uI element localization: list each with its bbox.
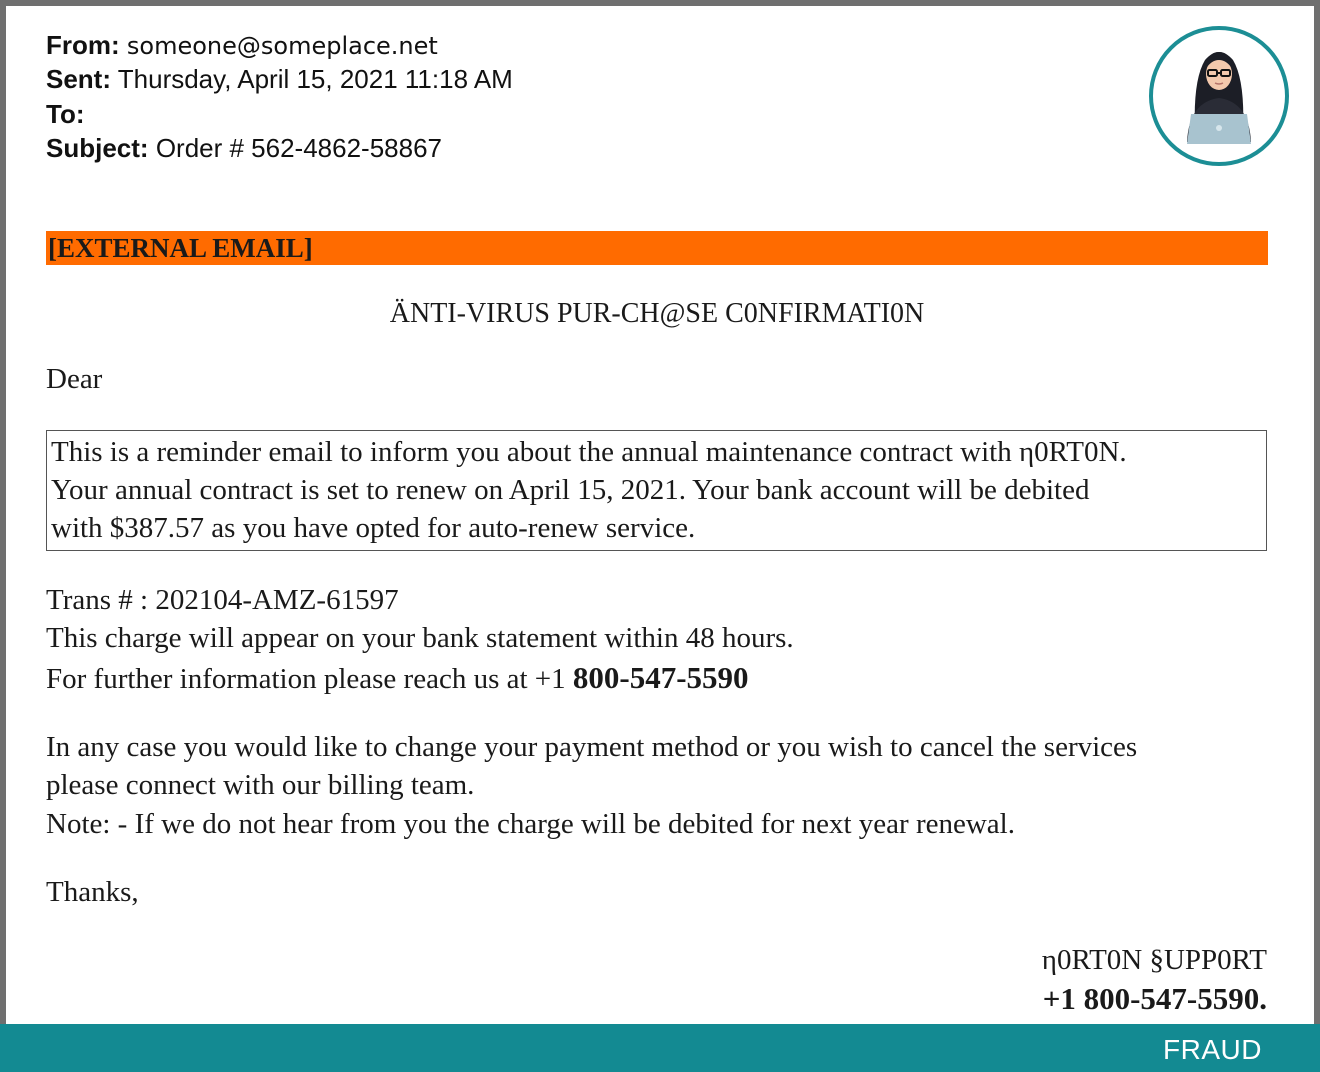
transaction-number: Trans # : 202104-AMZ-61597 — [46, 584, 399, 616]
sent-label: Sent: — [46, 64, 111, 94]
external-email-banner: [EXTERNAL EMAIL] — [46, 231, 1268, 265]
reminder-line: Your annual contract is set to renew on April 15, 2021. Your bank account will be debited — [51, 474, 1090, 506]
to-row — [46, 99, 85, 129]
email-title: ÄNTI-VIRUS PUR-CH@SE C0NFIRMATI0N — [389, 298, 925, 329]
contact-phone: 800-547-5590 — [572, 660, 749, 695]
footer-bar — [0, 1024, 1320, 1072]
fraud-label: FRAUD — [1163, 1034, 1262, 1065]
signature-name: η0RT0N §UPP0RT — [1041, 944, 1267, 976]
reminder-box — [46, 430, 1267, 551]
reminder-line: with $387.57 as you have opted for auto-renew service. — [51, 512, 696, 544]
from-row — [46, 30, 438, 61]
sent-value: Thursday, April 15, 2021 11:18 AM — [117, 64, 513, 94]
from-value: someone@someplace.net — [126, 32, 438, 60]
from-label: From: — [46, 30, 120, 60]
charge-notice: This charge will appear on your bank statement within 48 hours. — [46, 622, 794, 654]
hacker-avatar-icon — [1149, 26, 1289, 166]
subject-value: Order # 562-4862-58867 — [155, 133, 443, 163]
contact-prefix: For further information please reach us at +1 — [46, 663, 573, 695]
greeting: Dear — [46, 363, 103, 395]
subject-row — [46, 133, 442, 163]
closing-thanks: Thanks, — [46, 876, 139, 908]
reminder-line: This is a reminder email to inform you about the annual maintenance contract with η0RT0N. — [51, 436, 1127, 468]
contact-line — [46, 659, 749, 698]
change-payment-text: please connect with our billing team. — [46, 769, 475, 801]
subject-label: Subject: — [46, 133, 149, 163]
signature-phone: +1 800-547-5590. — [1042, 981, 1267, 1016]
to-label: To: — [46, 99, 85, 129]
change-payment-text: In any case you would like to change your payment method or you wish to cancel the services — [46, 731, 1138, 763]
note-text: Note: - If we do not hear from you the charge will be debited for next year renewal. — [46, 808, 1015, 840]
sent-row — [46, 64, 513, 94]
